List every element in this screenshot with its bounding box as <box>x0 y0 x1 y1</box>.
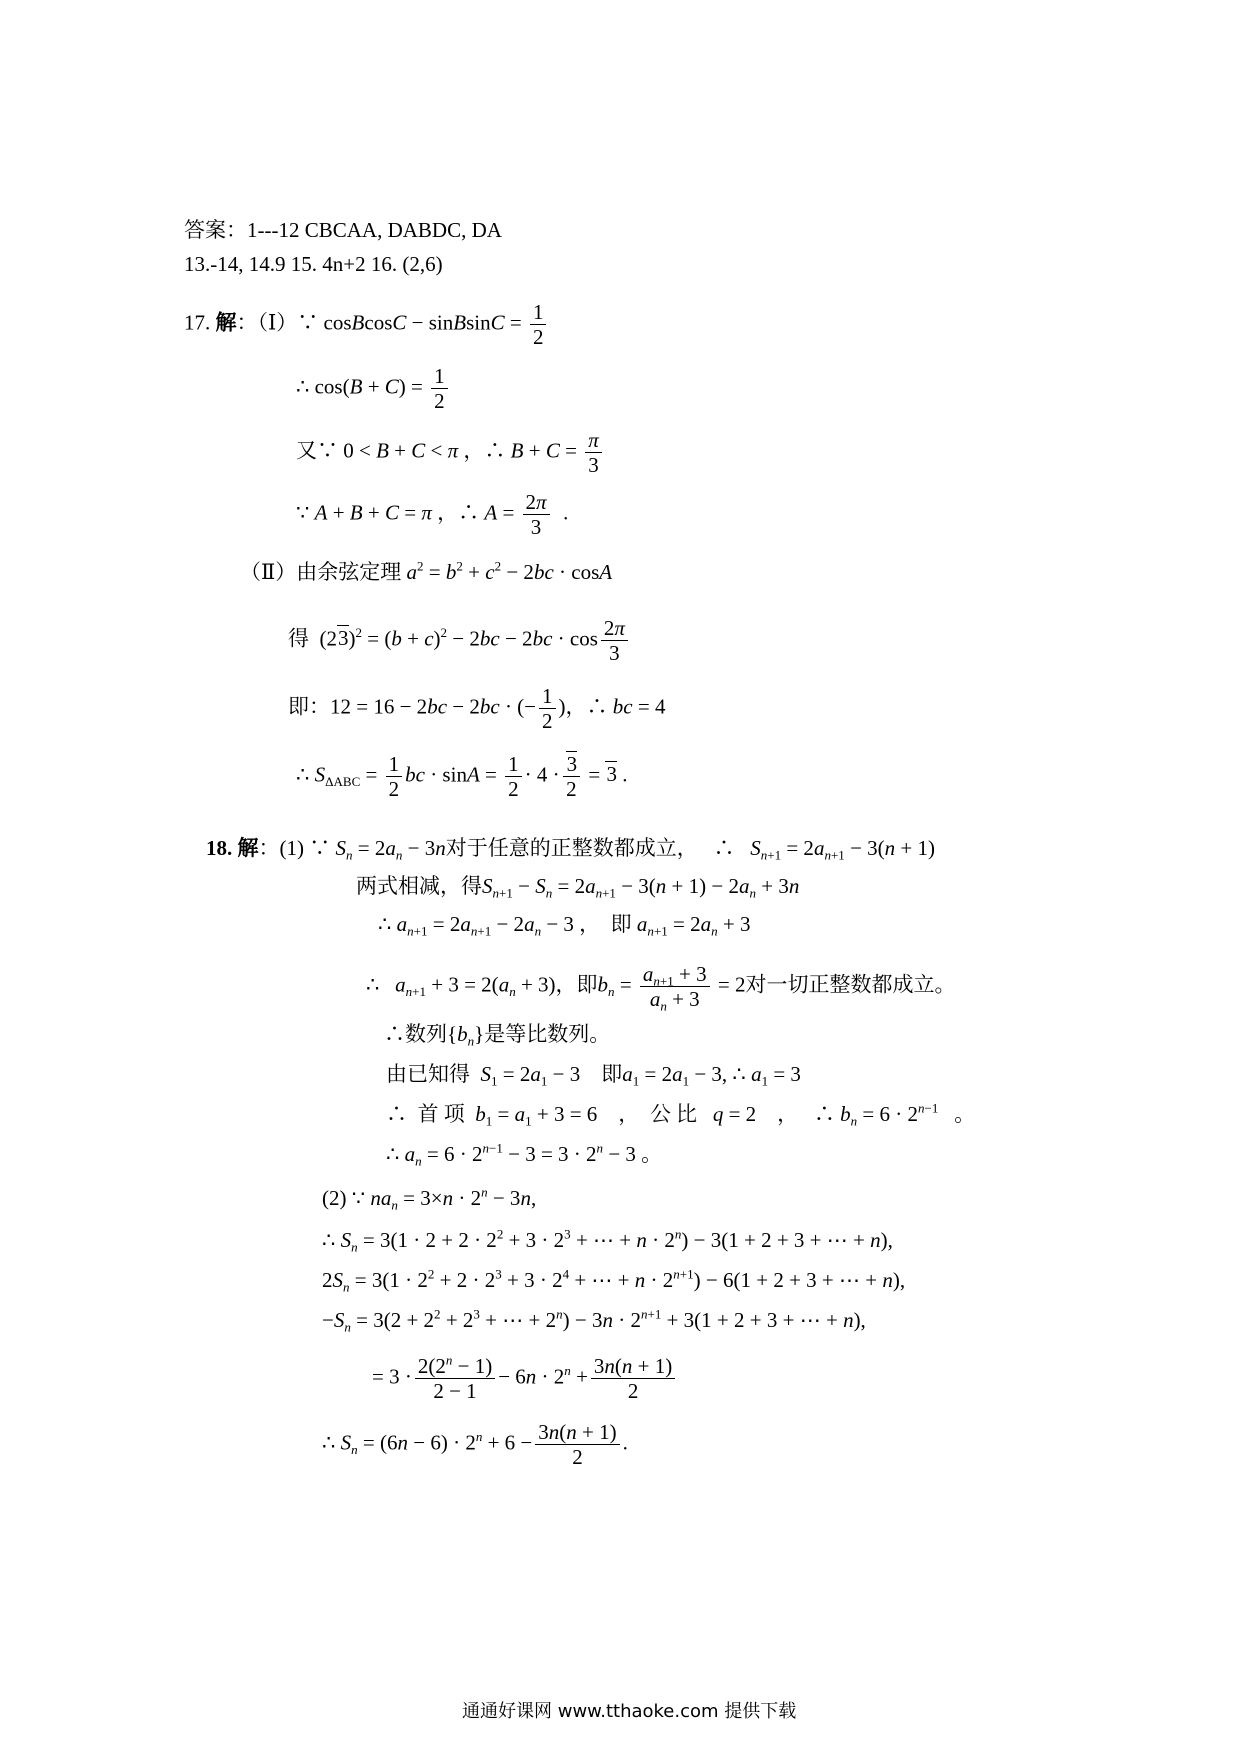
answers-line-2: 13.-14, 14.9 15. 4n+2 16. (2,6) <box>184 252 443 276</box>
q18-part2-line-2: ∴ $S_n = 3(1 \cdot 2 + 2 \cdot 2^2 + 3 \cdot 2^3$ + ⋯ + $n \cdot 2^n) - 3(1 + 2 + 3$ + ⋯ + n), <box>322 1226 893 1255</box>
q18-part2-line-5: = 3 · $\frac{2(2^n - 1)}{2 - 1}$ − $6n \cdot 2^n$ + $\frac{3n(n + 1)}{2}$ <box>372 1354 678 1403</box>
q17-part2-line-4: ∴ $S_{\Delta ABC}$ = $\frac{1}{2}$ bc · sinA = $\frac{1}{2}$ · 4 · $\frac{3}{2}$ = 3 . <box>296 752 628 802</box>
q18-part2-line-4: $-S_n = 3(2 + 2^2 + 2^3$ + ⋯ + $2^n) - 3n \cdot 2^{n+1} + 3(1 + 2 + 3$ + ⋯ + n), <box>322 1306 866 1335</box>
q18-line-6: 由已知得 $S_1 = 2a_1 - 3$ 即$a_1 = 2a_1 - 3$, ∴ $a_1 = 3$ <box>386 1062 801 1089</box>
answers-line-1: 答案：1---12 CBCAA, DABDC, DA <box>184 218 502 242</box>
q17-line-4: ∵ A + B + C = π ，∴ A = $\frac{2\pi}{3}$ . <box>296 490 569 540</box>
q17-line-2: ∴ cos(B + C) = $\frac{1}{2}$ <box>296 364 451 413</box>
q18-line-4: ∴ $a_{n+1} + 3 = 2(a_n + 3)$，即$b_n$ = $\frac{a_{n+1} + 3}{a_n + 3}$ = 2对一切正整数都成立。 <box>366 962 956 1014</box>
q18-line-5: ∴数列$\{b_n\}$是等比数列。 <box>384 1022 611 1049</box>
q18-part2-line-3: $2S_n = 3(1 \cdot 2^2 + 2 \cdot 2^3 + 3 \cdot 2^4$ + ⋯ + $n \cdot 2^{n+1}) - 6(1 + 2 + 3$ + ⋯ + n), <box>322 1266 906 1295</box>
q18-line-2: 两式相减，得$S_{n+1} - S_n = 2a_{n+1} - 3(n + 1) - 2a_n + 3n$ <box>356 874 800 901</box>
q17-part2-line-1: （Ⅱ）由余弦定理 $a^2 = b^2 + c^2 - 2bc \cdot \cos A$ <box>240 558 613 584</box>
page-footer: 通通好课网 www.tthaoke.com 提供下载 <box>462 1701 797 1722</box>
q18-line-8: ∴ $a_n = 6 \cdot 2^{n-1} - 3 = 3 \cdot 2^n - 3$ 。 <box>386 1140 663 1169</box>
q17-line-1: 17. 解：（Ⅰ）∵ cosBcosC − sinBsinC = $\frac{1}{2}$ <box>184 300 549 349</box>
q17-part2-line-2: 得 $(23)^2 = (b + c)^2 - 2bc - 2bc \cdot \cos$ $\frac{2\pi}{3}$ <box>288 616 631 665</box>
q18-part2-line-1: (2) ∵ $na_n = 3\times n \cdot 2^n - 3n$, <box>322 1184 537 1213</box>
q18-part2-line-6: ∴ $S_n = (6n - 6) \cdot 2^n + 6$ − $\frac{3n(n + 1)}{2}$ . <box>322 1420 628 1470</box>
q18-line-1: 18. 解：(1) ∵ $S_n = 2a_n - 3n$对于任意的正整数都成立， ∴ $S_{n+1} = 2a_{n+1} - 3(n + 1)$ <box>206 836 935 863</box>
q17-line-3: 又∵ 0 < B + C < π ，∴ B + C = $\frac{\pi}{3}$ <box>296 428 605 477</box>
q18-line-7: ∴ 首 项 $b_1 = a_1 + 3 = 6$ ， 公 比 q = 2 ， ∴ $b_n = 6 \cdot 2^{n-1}$ 。 <box>386 1100 976 1129</box>
q18-line-3: ∴ $a_{n+1} = 2a_{n+1} - 2a_n - 3$ ， 即 $a_{n+1} = 2a_n + 3$ <box>378 912 751 939</box>
q17-part2-line-3: 即：12 = 16 − 2bc − 2bc · (− $\frac{1}{2}$ )，∴ bc = 4 <box>288 684 666 734</box>
